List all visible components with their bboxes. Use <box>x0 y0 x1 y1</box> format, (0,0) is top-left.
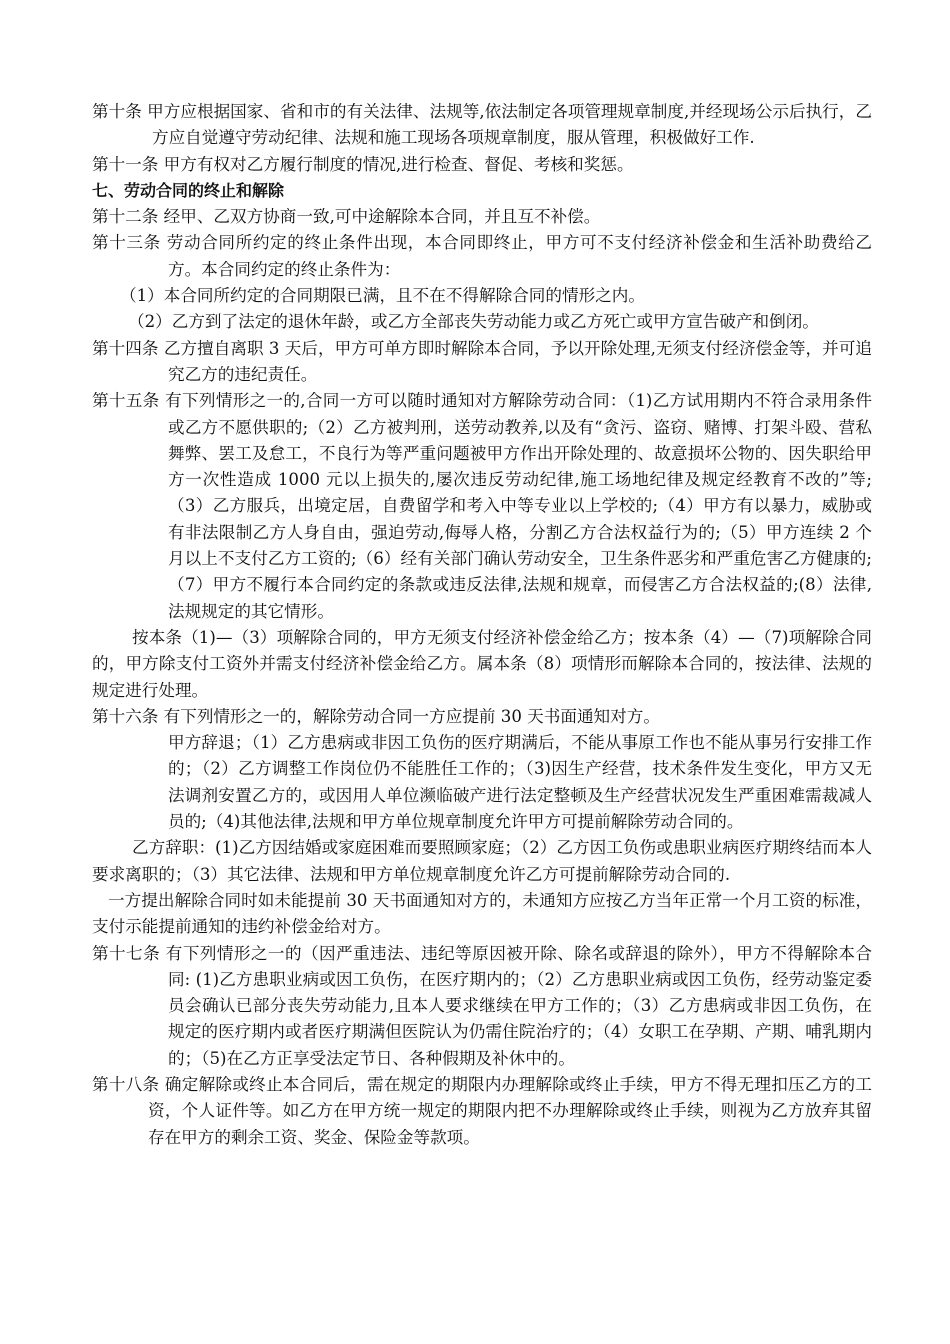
article-12: 第十二条 经甲、乙双方协商一致,可中途解除本合同，并且互不补偿。 <box>92 207 601 227</box>
article-13-item-1: （1）本合同所约定的合同期限已满，且不在不得解除合同的情形之内。 <box>120 286 645 306</box>
document-body <box>92 99 872 1151</box>
article-14: 第十四条 乙方擅自离职 3 天后，甲方可单方即时解除本合同，予以开除处理,无须支付经济偿金等，并可追究乙方的违纪责任。 <box>92 338 872 384</box>
article-11: 第十一条 甲方有权对乙方履行制度的情况,进行检查、督促、考核和奖惩。 <box>92 154 634 174</box>
article-16-employee-resignation: 乙方辞职：(1)乙方因结婚或家庭困难而要照顾家庭；（2）乙方因工负伤或患职业病医疗期终结而本人要求离职的；（3）其它法律、法规和甲方单位规章制度允许乙方可提前解除劳动合同的. <box>92 838 872 884</box>
article-13: 第十三条 劳动合同所约定的终止条件出现，本合同即终止，甲方可不支付经济补偿金和生活补助费给乙方。本合同约定的终止条件为： <box>92 233 872 279</box>
article-18: 第十八条 确定解除或终止本合同后，需在规定的期限内办理解除或终止手续，甲方不得无理扣压乙方的工资，个人证件等。如乙方在甲方统一规定的期限内把不办理解除或终止手续，则视为乙方放弃其留存在甲方的剩余工资、奖金、保险金等款项。 <box>92 1074 872 1147</box>
article-10: 第十条 甲方应根据国家、省和市的有关法律、法规等,依法制定各项管理规章制度,并经现场公示后执行，乙方应自觉遵守劳动纪律、法规和施工现场各项规章制度，服从管理，积极做好工作. <box>92 102 872 148</box>
article-15: 第十五条 有下列情形之一的,合同一方可以随时通知对方解除劳动合同：（1)乙方试用期内不符合录用条件或乙方不愿供职的;（2）乙方被判刑，送劳动教养,以及有“贪污、盗窃、赌博、打架斗殴、营私舞弊、罢工及怠工，不良行为等严重问题被甲方作出开除处理的、故意损坏公物的、因失职给甲方一次性造成 1000 元以上损失的,屡次违反劳动纪律,施工场地纪律及规定经教育不改的”等;（3）乙方服兵，出境定居，自费留学和考入中等专业以上学校的;（4）甲方有以暴力，威胁或有非法限制乙方人身自由，强迫劳动,侮辱人格，分割乙方合法权益行为的;（5）甲方连续 2 个月以上不支付乙方工资的;（6）经有关部门确认劳动安全，卫生条件恶劣和严重危害乙方健康的;（7）甲方不履行本合同约定的条款或违反法律,法规和规章，而侵害乙方合法权益的;(8）法律,法规规定的其它情形。 <box>92 391 872 621</box>
article-16-employer-dismissal: 甲方辞退；（1）乙方患病或非因工负伤的医疗期满后，不能从事原工作也不能从事另行安排工作的；（2）乙方调整工作岗位仍不能胜任工作的；（3)因生产经营，技术条件发生变化，甲方又无法调剂安置乙方的，或因用人单位濒临破产进行法定整顿及生产经营状况发生严重困难需裁减人员的;（4)其他法律,法规和甲方单位规章制度允许甲方可提前解除劳动合同的。 <box>168 733 872 832</box>
article-16-penalty: 一方提出解除合同时如未能提前 30 天书面通知对方的，未通知方应按乙方当年正常一个月工资的标准，支付示能提前通知的违约补偿金给对方。 <box>92 890 872 937</box>
article-13-item-2: （2）乙方到了法定的退休年龄，或乙方全部丧失劳动能力或乙方死亡或甲方宣告破产和倒闭。 <box>128 312 819 332</box>
section-7-heading: 七、劳动合同的终止和解除 <box>92 180 285 200</box>
article-17: 第十七条 有下列情形之一的（因严重违法、违纪等原因被开除、除名或辞退的除外），甲方不得解除本合同: (1)乙方患职业病或因工负伤，在医疗期内的；（2）乙方患职业病或因工负伤，经劳动鉴定委员会确认已部分丧失劳动能力,且本人要求继续在甲方工作的；（3）乙方患病或非因工负伤，在规定的医疗期内或者医疗期满但医院认为仍需住院治疗的；（4）女职工在孕期、产期、哺乳期内的；（5)在乙方正享受法定节日、各种假期及补休中的。 <box>92 943 872 1068</box>
article-16: 第十六条 有下列情形之一的，解除劳动合同一方应提前 30 天书面通知对方。 <box>92 706 660 726</box>
article-15-note: 按本条（1)—（3）项解除合同的，甲方无须支付经济补偿金给乙方；按本条（4）—（7)项解除合同的，甲方除支付工资外并需支付经济补偿金给乙方。属本条（8）项情形而解除本合同的，按法律、法规的规定进行处理。 <box>92 627 872 700</box>
